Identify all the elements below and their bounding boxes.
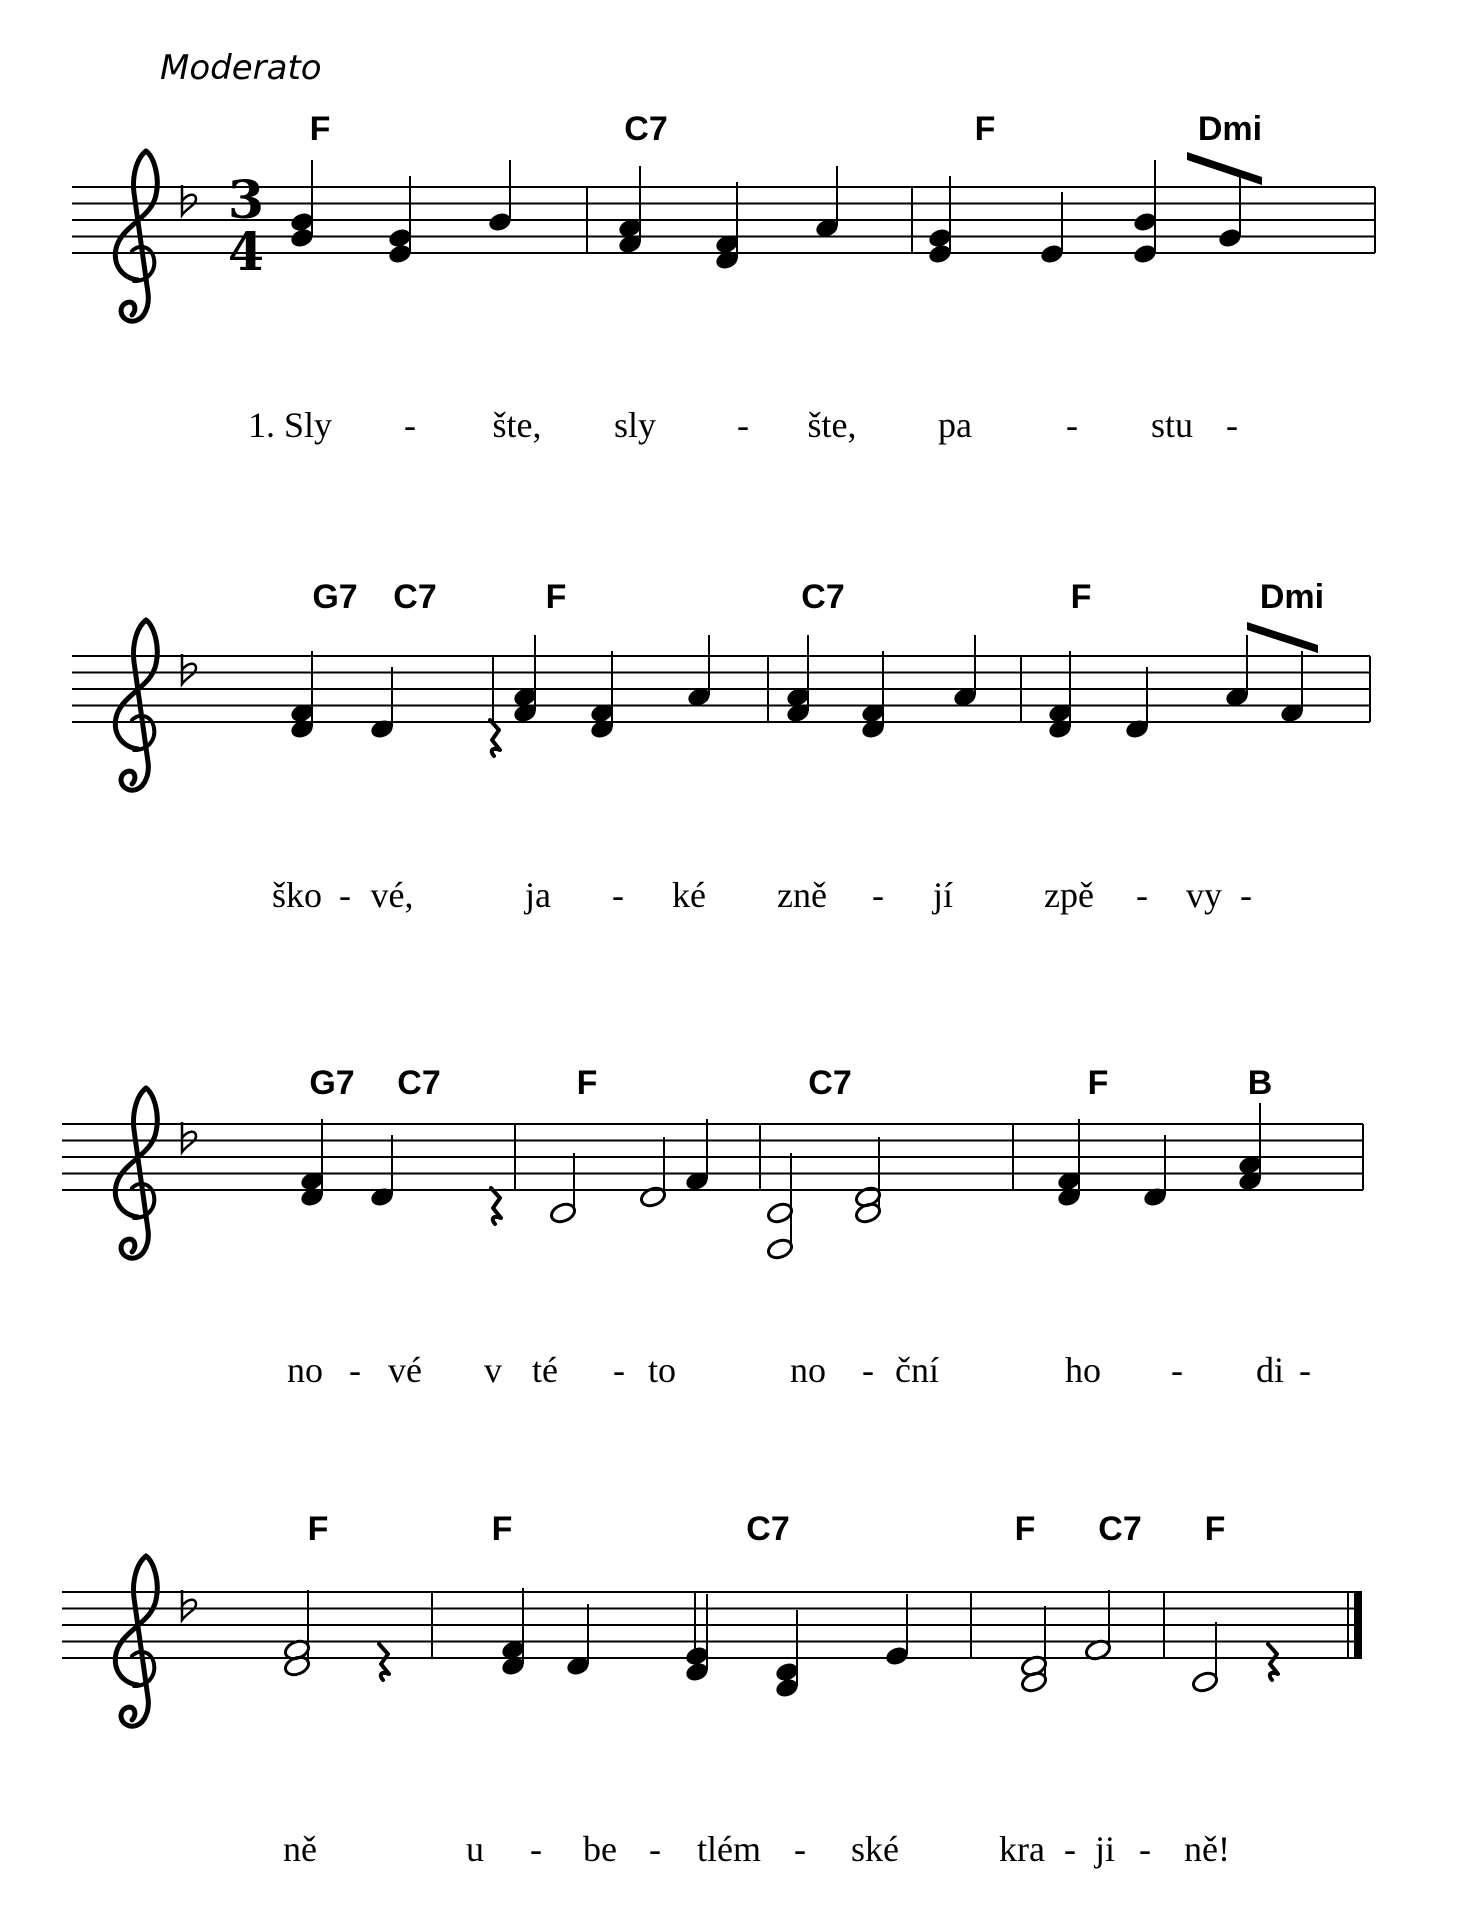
chord-symbol: C7 [1098, 1510, 1142, 1548]
chord-symbol: C7 [393, 578, 437, 616]
lyric-syllable: no [287, 1350, 323, 1390]
quarter-rest-icon [490, 720, 500, 756]
lyric-syllable: no [790, 1350, 826, 1390]
chord-symbol: F [1070, 578, 1092, 616]
lyric-syllable: 1. Sly [247, 405, 333, 445]
lyric-syllable: ně [283, 1829, 317, 1869]
quarter-rest-icon [1268, 1644, 1278, 1680]
note-head [1191, 1670, 1219, 1694]
lyric-syllable: pa [938, 405, 972, 445]
lyric-syllable: stu [1150, 405, 1194, 445]
lyric-syllable: - [404, 405, 416, 445]
staff-system-1 [72, 151, 1375, 321]
note-head [549, 1201, 577, 1225]
lyric-syllable: tlém [697, 1829, 761, 1869]
lyric-syllable: vé [388, 1350, 422, 1390]
lyric-syllable: u [466, 1829, 484, 1869]
lyric-syllable: - [612, 875, 624, 915]
chord-symbol: B [1247, 1064, 1273, 1102]
lyric-syllable: - [737, 405, 749, 445]
lyric-syllable: to [647, 1350, 677, 1390]
lyric-syllable: - [339, 875, 351, 915]
lyric-syllable: ké [672, 875, 706, 915]
chord-symbol: Dmi [1259, 578, 1325, 616]
lyric-syllable: ně! [1184, 1829, 1230, 1869]
quarter-rest-icon [491, 1188, 501, 1224]
lyric-syllable: ji [1094, 1829, 1116, 1869]
lyric-syllable: - [862, 1350, 874, 1390]
chord-symbol: F [576, 1064, 598, 1102]
tempo-marking: Moderato [160, 48, 322, 88]
lyric-syllable: - [649, 1829, 661, 1869]
final-bar-line [1354, 1592, 1362, 1658]
chord-symbol: F [1014, 1510, 1036, 1548]
chord-symbol: F [545, 578, 567, 616]
lyric-syllable: vé, [370, 875, 414, 915]
chord-symbol: F [1204, 1510, 1226, 1548]
lyric-syllable: - [613, 1350, 625, 1390]
lyric-syllable: be [583, 1829, 617, 1869]
lyric-syllable: - [794, 1829, 806, 1869]
quarter-rest-icon [379, 1644, 389, 1680]
lyric-syllable: - [872, 875, 884, 915]
note-head [766, 1201, 794, 1225]
chord-symbol: F [491, 1510, 513, 1548]
lyric-syllable: kra [999, 1829, 1045, 1869]
chord-symbol: C7 [746, 1510, 790, 1548]
lyric-syllable: šte, [807, 405, 857, 445]
lyric-syllable: ho [1065, 1350, 1101, 1390]
beam [1187, 152, 1262, 185]
chord-symbol: C7 [624, 110, 668, 148]
time-signature-top: 3 [227, 170, 265, 231]
lyric-syllable: - [1171, 1350, 1183, 1390]
lyric-syllable: ško [271, 875, 323, 915]
flat-icon [182, 1122, 196, 1152]
lyric-syllable: ja [525, 875, 551, 915]
lyric-syllable: - [349, 1350, 361, 1390]
lyric-syllable: - [1299, 1350, 1311, 1390]
flat-icon [182, 654, 196, 684]
lyric-syllable: ční [895, 1350, 939, 1390]
staff-system-2 [72, 620, 1370, 790]
lyric-syllable: - [1240, 875, 1252, 915]
lyric-syllable: - [530, 1829, 542, 1869]
lyric-syllable: - [1066, 405, 1078, 445]
chord-symbol: G7 [312, 578, 358, 616]
beam [1247, 622, 1318, 653]
lyric-syllable: - [1136, 875, 1148, 915]
lyric-syllable: v [484, 1350, 502, 1390]
lyric-syllable: šte, [492, 405, 542, 445]
chord-symbol: C7 [808, 1064, 852, 1102]
lyric-syllable: - [1064, 1829, 1076, 1869]
staff-system-3 [62, 1088, 1363, 1258]
chord-symbol: C7 [397, 1064, 441, 1102]
chord-symbol: Dmi [1197, 110, 1263, 148]
chord-symbol: F [309, 110, 331, 148]
lyric-syllable: - [1139, 1829, 1151, 1869]
chord-symbol: F [1087, 1064, 1109, 1102]
lyric-syllable: ské [851, 1829, 899, 1869]
lyric-syllable: jí [932, 875, 954, 915]
lyric-syllable: zně [777, 875, 827, 915]
lyric-syllable: zpě [1044, 875, 1094, 915]
lyric-syllable: sly [613, 405, 657, 445]
flat-icon [182, 185, 196, 215]
lyric-syllable: - [1226, 405, 1238, 445]
chord-symbol: F [307, 1510, 329, 1548]
lyric-syllable: di [1255, 1350, 1285, 1390]
lyric-syllable: té [532, 1350, 558, 1390]
note-head [639, 1185, 667, 1209]
chord-symbol: F [974, 110, 996, 148]
note-head [766, 1237, 794, 1261]
chord-symbol: C7 [801, 578, 845, 616]
chord-symbol: G7 [309, 1064, 355, 1102]
flat-icon [182, 1590, 196, 1620]
time-signature-bottom: 4 [227, 222, 265, 283]
lyric-syllable: vy [1186, 875, 1222, 915]
staff-system-4 [62, 1556, 1362, 1726]
